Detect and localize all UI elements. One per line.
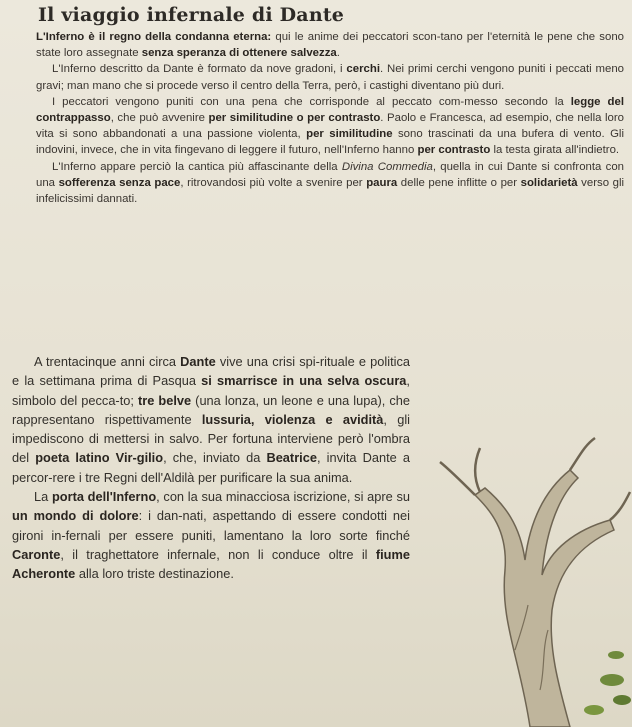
text: alla loro triste destinazione. [75, 566, 234, 582]
bold-text: legge del contrappasso [36, 95, 624, 125]
story-text-block [12, 352, 410, 584]
bold-text: Beatrice [266, 450, 317, 466]
text: A trentacinque anni circa [34, 354, 181, 369]
bold-text: solidarietà [520, 176, 578, 189]
bold-text: si smarrisce in una selva oscura [201, 373, 407, 389]
text: vive una crisi spi-rituale e politica e la settimana prima di Pasqua [12, 354, 410, 389]
tree-trunk [475, 470, 614, 727]
text: , invita Dante a percor-rere i tre Regni dell'Aldilà per purificare la sua anima. [12, 450, 410, 485]
text: L'Inferno appare perciò la cantica più affascinante della [52, 160, 342, 173]
leaf-icon [613, 695, 631, 705]
leaf-icon [608, 651, 624, 659]
paragraph-selva-oscura [12, 352, 410, 487]
text: , simbolo del pecca-to; [12, 373, 410, 408]
text: L'Inferno descritto da Dante è formato da nove gradoni, i [52, 63, 347, 76]
bold-text: per similitudine [306, 128, 393, 141]
tree-branches [440, 438, 630, 520]
bold-text: Caronte [12, 546, 61, 562]
text: la testa girata all'indietro. [490, 144, 620, 157]
text: verso gli infelicissimi dannati. [36, 176, 625, 206]
bold-text: sofferenza senza pace [58, 176, 181, 189]
text: . Nei primi cerchi vengono puniti i peccati meno gravi; man mano che si procede verso il centro della Terra, però, i castighi diventano più duri. [36, 63, 625, 92]
intro-text-block [36, 29, 624, 207]
italic-text: Divina Commedia [341, 160, 433, 173]
text: , quella in cui Dante si confronta con una [36, 160, 624, 189]
bold-text: lussuria, violenza e avidità [201, 411, 384, 427]
text: , ritrovandosi più volte a svenire per [180, 176, 367, 189]
paragraph-porta-inferno [12, 487, 410, 583]
paragraph-inferno-condanna [36, 29, 624, 61]
bold-text: un mondo di dolore [12, 508, 139, 524]
bold-text: poeta latino Vir-gilio [35, 450, 164, 466]
bold-text: per similitudine o per contrasto [208, 112, 381, 125]
text: , il traghettatore infernale, non li conduce oltre il [60, 546, 376, 562]
text: . Paolo e Francesca, ad esempio, che nella loro vita si sono abbandonati a una passione violenta, [36, 112, 624, 141]
bold-text: porta dell'Inferno [51, 489, 157, 505]
bold-text: Dante [180, 354, 216, 369]
bold-text: per contrasto [417, 144, 491, 157]
leaf-icon [600, 674, 624, 686]
text: La [34, 489, 52, 505]
tree-illustration [380, 400, 632, 727]
paragraph-contrappasso [36, 94, 624, 159]
text: (una lonza, un leone e una lupa), che rappresentano rispettivamente [12, 392, 410, 427]
text: , gli impediscono di mettersi in salvo. Per fortuna interviene però l'ombra del [12, 411, 411, 466]
bold-text: tre belve [137, 392, 192, 408]
paragraph-cerchi [36, 61, 624, 93]
bold-text: fiume Acheronte [12, 546, 410, 582]
bold-text: cerchi [346, 63, 380, 76]
bold-text: L'Inferno è il regno della condanna eterna: [36, 31, 272, 43]
page-title: Il viaggio infernale di Dante [38, 4, 345, 26]
text: , con la sua minacciosa iscrizione, si apre su [156, 489, 410, 505]
bold-text: paura [366, 176, 398, 189]
text: I peccatori vengono puniti con una pena che corrisponde al peccato com-messo secondo la [52, 95, 571, 108]
text: delle pene inflitte o per [397, 176, 521, 189]
text: sono trascinati da una bufera di vento. Gli indovini, invece, che in vita fingevano di leggere il futuro, nell'Inferno hanno [36, 128, 624, 157]
text: : i dan-nati, aspettando di essere condotti nei gironi in-fernali per essere puniti, lamentano la loro sorte finché [12, 508, 410, 543]
text: . [336, 47, 340, 60]
paragraph-cantica [36, 159, 624, 208]
text: qui le anime dei peccatori scon-tano per l'eternità le pene che sono state loro assegnate [36, 31, 624, 60]
text: , che, inviato da [163, 450, 267, 466]
bold-text: senza speranza di ottenere salvezza [141, 47, 337, 60]
leaf-icon [584, 705, 604, 715]
text: , che può avvenire [110, 112, 209, 125]
